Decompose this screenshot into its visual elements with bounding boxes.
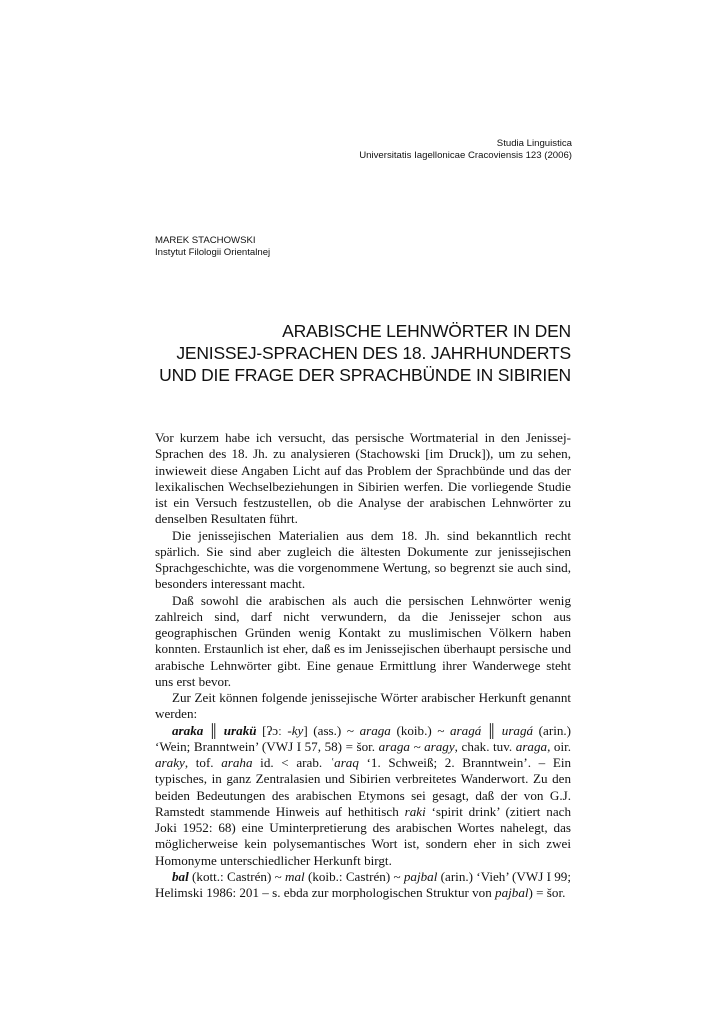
entry-form: ky xyxy=(291,722,304,738)
entry-bal xyxy=(155,869,571,902)
entry-form: araha xyxy=(221,755,253,770)
entry-text: ‘spirit drink’ (zitiert nach Joki 1952: 68) eine Uminterpretierung des arabischen Wortes nahelegt, das möglicherweise kein polysemantisches Wort ist, sondern eher in sich zwei Homonyme unterschiedlicher Herkunft birgt. xyxy=(155,803,572,868)
entry-araka xyxy=(155,723,571,869)
entry-form: aragá xyxy=(450,722,482,738)
entry-form: mal xyxy=(285,868,305,884)
entry-form: araga xyxy=(515,738,548,754)
entry-text: (arin.) ‘Vieh’ (VWJ I 99; Helimski 1986: 201 – s. ebda zur morphologischen Struktur von xyxy=(155,868,571,900)
entry-form: pajbal xyxy=(495,885,529,900)
entry-text: (kott.: Castrén) ~ xyxy=(188,868,286,884)
journal-header xyxy=(359,138,572,162)
entry-text: (koib.: Castrén) ~ xyxy=(304,868,404,884)
entry-text: ‘1. Schweiß; 2. Branntwein’. – Ein typisches, in ganz Zentralasien und Sibirien verbreitetes Wanderwort. Zu den beiden Bedeutungen des arabischen Etymons sei gesagt, daß der von G.J. Ramstedt stammende Hinweis auf hethitisch xyxy=(155,755,572,819)
paragraph-4: Zur Zeit können folgende jenissejische Wörter arabischer Herkunft genannt werden: xyxy=(155,690,571,722)
entry-form: pajbal xyxy=(403,868,438,884)
headword-uraku: urakü xyxy=(223,722,257,738)
entry-form: araga ~ aragy xyxy=(378,738,455,754)
separator: ║ xyxy=(203,722,224,738)
author-block xyxy=(155,235,270,259)
article-title xyxy=(159,320,571,386)
title-line-3: UND DIE FRAGE DER SPRACHBÜNDE IN SIBIRIEN xyxy=(159,365,571,385)
entry-text: [ʔɔː - xyxy=(256,722,292,738)
entry-text: , chak. tuv. xyxy=(454,738,516,754)
entry-text: id. < arab. xyxy=(252,755,330,770)
entry-text: (koib.) ~ xyxy=(390,722,450,738)
entry-text: , tof. xyxy=(184,755,222,770)
entry-form: araky xyxy=(155,755,185,770)
headword-araka: araka xyxy=(172,722,204,738)
entry-text: ) = šor. xyxy=(528,885,566,900)
entry-form: araga xyxy=(359,722,391,738)
paragraph-3: Daß sowohl die arabischen als auch die persischen Lehnwörter wenig zahlreich sind, darf nicht verwundern, da die Jenissejer schon aus geographischen Gründen wenig Kontakt zu muslimischen Völkern haben konnten. Erstaunlich ist eher, daß es im Jenissejischen überhaupt persische und arabische Lehnwörter gibt. Eine genaue Ermittlung ihrer Wanderwege steht uns erst bevor. xyxy=(155,592,571,689)
entry-text: (arin.) ‘Wein; Branntwein’ (VWJ I 57, 58) = šor. xyxy=(155,722,572,754)
paragraph-1: Vor kurzem habe ich versucht, das persische Wortmaterial in den Jenissej-Sprachen des 18. Jh. zu analysieren (Stachowski [im Druck]), um zu sehen, inwieweit diese Angaben Licht auf das Problem der Sprachbünde und das der lexikalischen Wechselbeziehungen in Sibirien werfen. Die vorliegende Studie ist ein Versuch festzustellen, ob die Analyse der arabischen Lehnwörter zu denselben Resultaten führt. xyxy=(155,430,571,527)
entry-form: raki xyxy=(404,803,426,819)
title-line-2: JENISSEJ-SPRACHEN DES 18. JAHRHUNDERTS xyxy=(176,343,571,363)
entry-text: ] (ass.) ~ xyxy=(303,722,360,738)
separator: ║ xyxy=(481,722,502,738)
entry-form: uragá xyxy=(501,722,534,738)
entry-text: , oir. xyxy=(547,738,571,754)
journal-volume: Universitatis Iagellonicae Cracoviensis 123 (2006) xyxy=(359,150,572,161)
journal-name: Studia Linguistica xyxy=(496,138,572,149)
title-line-1: ARABISCHE LEHNWÖRTER IN DEN xyxy=(282,321,571,341)
entry-form: ʿaraq xyxy=(329,755,359,770)
headword-bal: bal xyxy=(172,868,189,884)
article-body xyxy=(155,430,571,901)
paragraph-2: Die jenissejischen Materialien aus dem 18. Jh. sind bekanntlich recht spärlich. Sie sind aber zugleich die ältesten Dokumente zur jenissejischen Sprachgeschichte, was die vorgenommene Wertung, so begrenzt sie auch sind, besonders interessant macht. xyxy=(155,527,571,592)
author-name: MAREK STACHOWSKI xyxy=(155,235,256,246)
author-affiliation: Instytut Filologii Orientalnej xyxy=(155,247,271,258)
